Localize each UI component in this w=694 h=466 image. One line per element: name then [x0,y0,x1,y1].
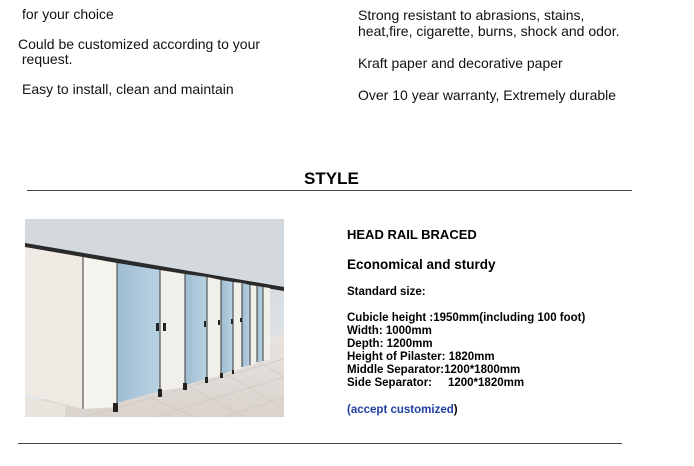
feature-text: Strong resistant to abrasions, stains, [358,7,585,23]
feature-text: request. [18,51,73,67]
accept-close: ) [453,404,458,416]
accept-open: ( [347,404,351,416]
spec-item: Middle Separator:1200*1800mm [347,364,521,376]
divider [27,190,632,191]
feature-text: Could be customized according to your [18,36,261,52]
spec-item: Depth: 1200mm [347,338,433,350]
size-heading: Standard size: [347,286,426,298]
feature-text: Kraft paper and decorative paper [358,55,563,71]
feature-text: Over 10 year warranty, Extremely durable [358,87,617,103]
product-tagline: Economical and sturdy [347,257,496,272]
feature-text: heat,fire, cigarette, burns, shock and odor. [358,23,620,39]
product-photo [25,219,284,417]
spec-item: Cubicle height :1950mm(including 100 foot) [347,312,586,324]
feature-text: Easy to install, clean and maintain [22,81,234,97]
accept-text: accept customized [350,404,454,416]
divider [18,443,622,444]
customization-note [347,404,458,416]
spec-item: Height of Pilaster: 1820mm [347,351,495,363]
toilet-partition-image [25,219,284,417]
spec-list [347,312,585,390]
spec-item: Width: 1000mm [347,325,432,337]
section-title: STYLE [304,169,359,188]
spec-item: Side Separator: 1200*1820mm [347,377,525,389]
feature-text: for your choice [22,6,114,22]
product-name: HEAD RAIL BRACED [347,227,477,242]
